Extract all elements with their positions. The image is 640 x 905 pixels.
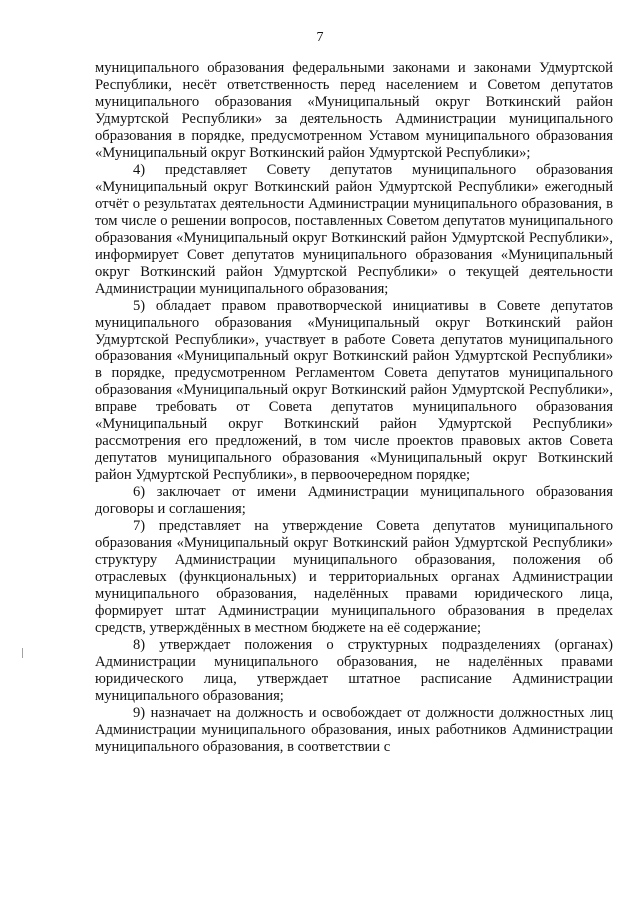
- paragraph-item-7: 7) представляет на утверждение Совета депутатов муниципального образования «Муниципальный округ Воткинский район Удмуртской Республики» структуру Администрации муниципального образования, положения об отраслевых (функциональных) и территориальных органах Администрации муниципального образования, наделённых правами юридического лица, формирует штат Администрации муниципального образования в пределах средств, утверждённых в местном бюджете на её содержание;: [95, 518, 613, 636]
- margin-mark: [22, 648, 23, 658]
- paragraph-item-6: 6) заключает от имени Администрации муниципального образования договоры и соглашения;: [95, 484, 613, 518]
- page-number: 7: [316, 30, 324, 45]
- paragraph-continuation: муниципального образования федеральными законами и законами Удмуртской Республики, несёт ответственность перед населением и Советом депутатов муниципального образования «Муниципальный округ Воткинский район Удмуртской Республики» за деятельность Администрации муниципального образования в порядке, предусмотренном Уставом муниципального образования «Муниципальный округ Воткинский район Удмуртской Республики»;: [95, 60, 613, 161]
- paragraph-item-5: 5) обладает правом правотворческой инициативы в Совете депутатов муниципального образования «Муниципальный округ Воткинский район Удмуртской Республики», участвует в работе Совета депутатов муниципального образования «Муниципальный округ Воткинский район Удмуртской Республики» в порядке, предусмотренном Регламентом Совета депутатов муниципального образования «Муниципальный округ Воткинский район Удмуртской Республики», вправе требовать от Совета депутатов муниципального образования «Муниципальный округ Воткинский район Удмуртской Республики» рассмотрения его предложений, в том числе проектов правовых актов Совета депутатов муниципального образования «Муниципальный округ Воткинский район Удмуртской Республики», в первоочередном порядке;: [95, 297, 613, 484]
- paragraph-item-9: 9) назначает на должность и освобождает от должности должностных лиц Администрации муниципального образования, иных работников Администрации муниципального образования, в соответствии с: [95, 704, 613, 755]
- paragraph-item-8: 8) утверждает положения о структурных подразделениях (органах) Администрации муниципального образования, не наделённых правами юридического лица, утверждает штатное расписание Администрации муниципального образования;: [95, 636, 613, 704]
- document-body: [95, 60, 613, 756]
- paragraph-item-4: 4) представляет Совету депутатов муниципального образования «Муниципальный округ Воткинский район Удмуртской Республики» ежегодный отчёт о результатах деятельности Администрации муниципального образования, в том числе о решении вопросов, поставленных Советом депутатов муниципального образования «Муниципальный округ Воткинский район Удмуртской Республики», информирует Совет депутатов муниципального образования «Муниципальный округ Воткинский район Удмуртской Республики» о текущей деятельности Администрации муниципального образования;: [95, 161, 613, 297]
